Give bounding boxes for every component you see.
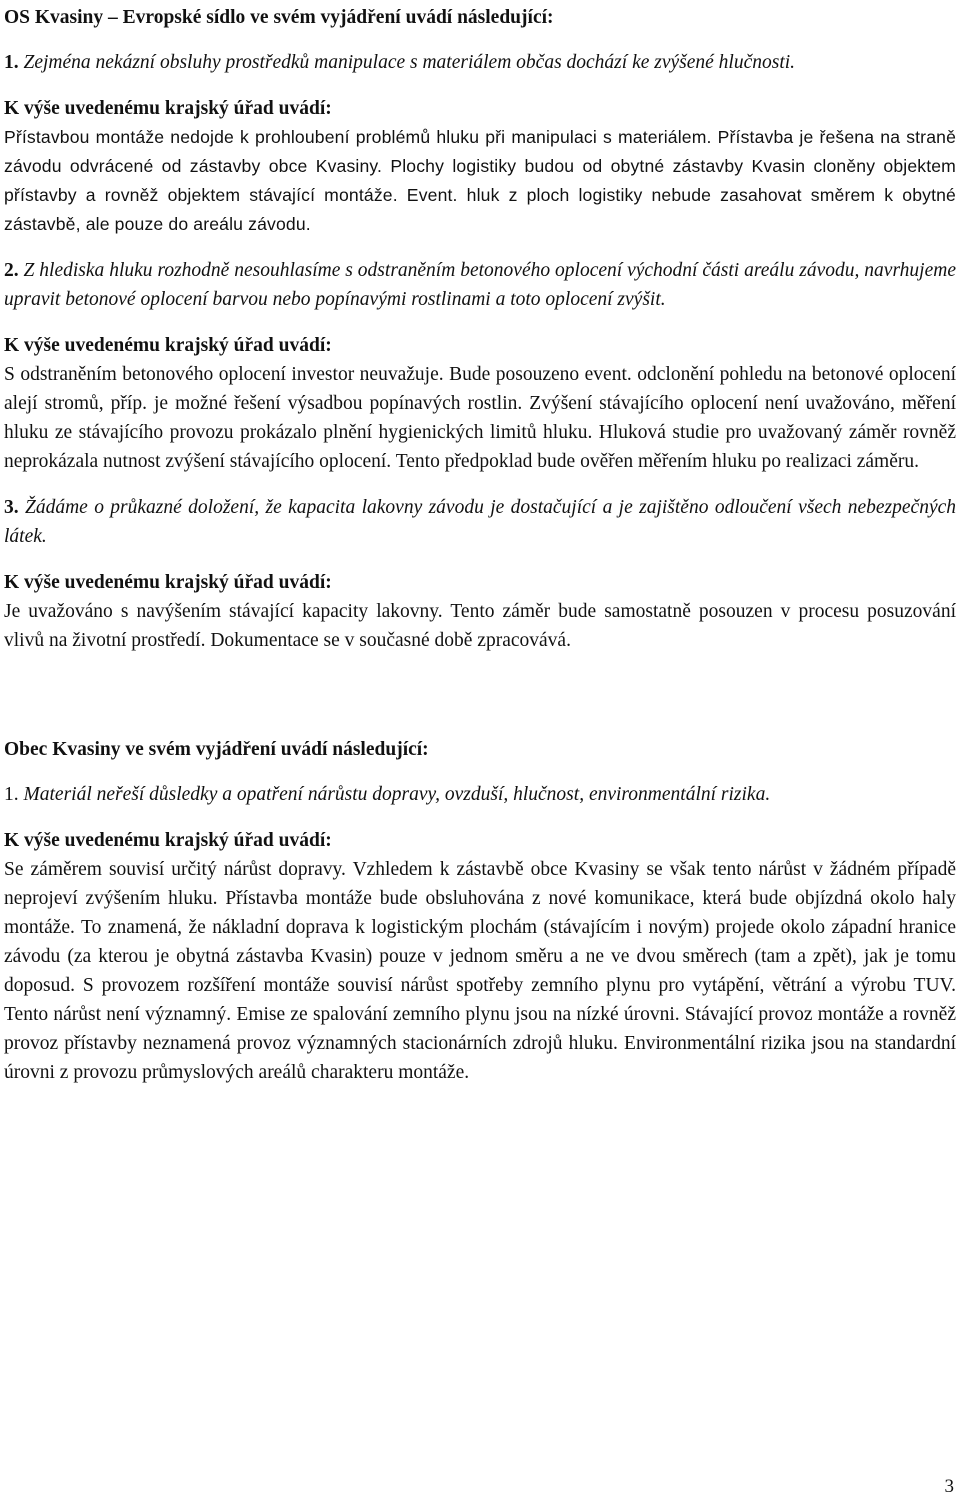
page-number: 3 bbox=[944, 1476, 954, 1497]
section-heading-os-kvasiny: OS Kvasiny – Evropské sídlo ve svém vyjádření uvádí následující: bbox=[4, 7, 554, 28]
reply-text: Přístavbou montáže nedojde k prohloubení problémů hluku při manipulaci s materiálem. Přístavba je řešena na straně závodu odvrácené od zástavby obce Kvasiny. Plochy logistiky budou od obytné zástavby Kvasin cloněny objektem přístavby a rovněž objektem stávající montáže. Event. hluk z ploch logistiky nebude zasahovat směrem k obytné zástavbě, ale pouze do areálu závodu. bbox=[4, 127, 956, 234]
objection-number: 2. bbox=[4, 260, 19, 281]
reply-text: Je uvažováno s navýšením stávající kapacity lakovny. Tento záměr bude samostatně posouzen v procesu posuzování vlivů na životní prostředí. Dokumentace se v současné době zpracovává. bbox=[4, 601, 956, 651]
objection-text: Z hlediska hluku rozhodně nesouhlasíme s odstraněním betonového oplocení východní části areálu závodu, navrhujeme upravit betonové oplocení barvou nebo popínavými rostlinami a toto oplocení zvýšit. bbox=[4, 260, 956, 310]
objection-number: 1. bbox=[4, 784, 19, 805]
reply-text: Se záměrem souvisí určitý nárůst dopravy. Vzhledem k zástavbě obce Kvasiny se však tento nárůst v žádném případě neprojeví zvýšením hluku. Přístavba montáže bude obsluhována z nové komunikace, která bude objízdná okolo haly montáže. To znamená, že nákladní doprava k logistickým plochám (stávajícím i novým) projede okolo západní hranice závodu (za kterou je obytná zástavba Kvasin) pouze v jednom směru a ne ve dvou směrech (tam a zpět), jak je tomu doposud. S provozem rozšíření montáže souvisí nárůst spotřeby zemního plynu pro vytápění, větrání a výrobu TUV. Tento nárůst není významný. Emise ze spalování zemního plynu jsou na nízké úrovni. Stávající provoz montáže a rovněž provoz přístavby neznamená provoz významných stacionárních zdrojů hluku. Environmentální rizika jsou na standardní úrovni z provozu průmyslových areálů charakteru montáže. bbox=[4, 859, 956, 1083]
reply-text: S odstraněním betonového oplocení investor neuvažuje. Bude posouzeno event. odclonění pohledu na betonové oplocení alejí stromů, příp. je možné řešení výsadbou popínavých rostlin. Zvýšení stávajícího oplocení není uvažováno, měření hluku ze stávajícího provozu prokázalo plnění hygienických limitů hluku. Hluková studie pro uvažovaný záměr rovněž neprokázala nutnost zvýšení stávajícího oplocení. Tento předpoklad bude ověřen měřením hluku po realizaci záměru. bbox=[4, 364, 956, 472]
objection-text: Žádáme o průkazné doložení, že kapacita lakovny závodu je dostačující a je zajištěno odloučení všech nebezpečných látek. bbox=[4, 497, 957, 547]
reply-heading: K výše uvedenému krajský úřad uvádí: bbox=[4, 830, 332, 851]
objection-text: Materiál neřeší důsledky a opatření nárůstu dopravy, ovzduší, hlučnost, environmentální rizika. bbox=[23, 784, 771, 805]
document-page bbox=[4, 3, 956, 1087]
objection-2 bbox=[4, 256, 956, 314]
objection-number: 1. bbox=[4, 52, 19, 73]
section-heading-obec-kvasiny: Obec Kvasiny ve svém vyjádření uvádí následující: bbox=[4, 739, 429, 760]
objection-text: Zejména nekázní obsluhy prostředků manipulace s materiálem občas dochází ke zvýšené hlučnosti. bbox=[23, 52, 796, 73]
objection-obec-1 bbox=[4, 780, 956, 809]
reply-heading: K výše uvedenému krajský úřad uvádí: bbox=[4, 572, 332, 593]
objection-1 bbox=[4, 48, 956, 77]
objection-number: 3. bbox=[4, 497, 19, 518]
objection-3 bbox=[4, 493, 956, 551]
reply-heading: K výše uvedenému krajský úřad uvádí: bbox=[4, 335, 332, 356]
reply-heading: K výše uvedenému krajský úřad uvádí: bbox=[4, 98, 332, 119]
